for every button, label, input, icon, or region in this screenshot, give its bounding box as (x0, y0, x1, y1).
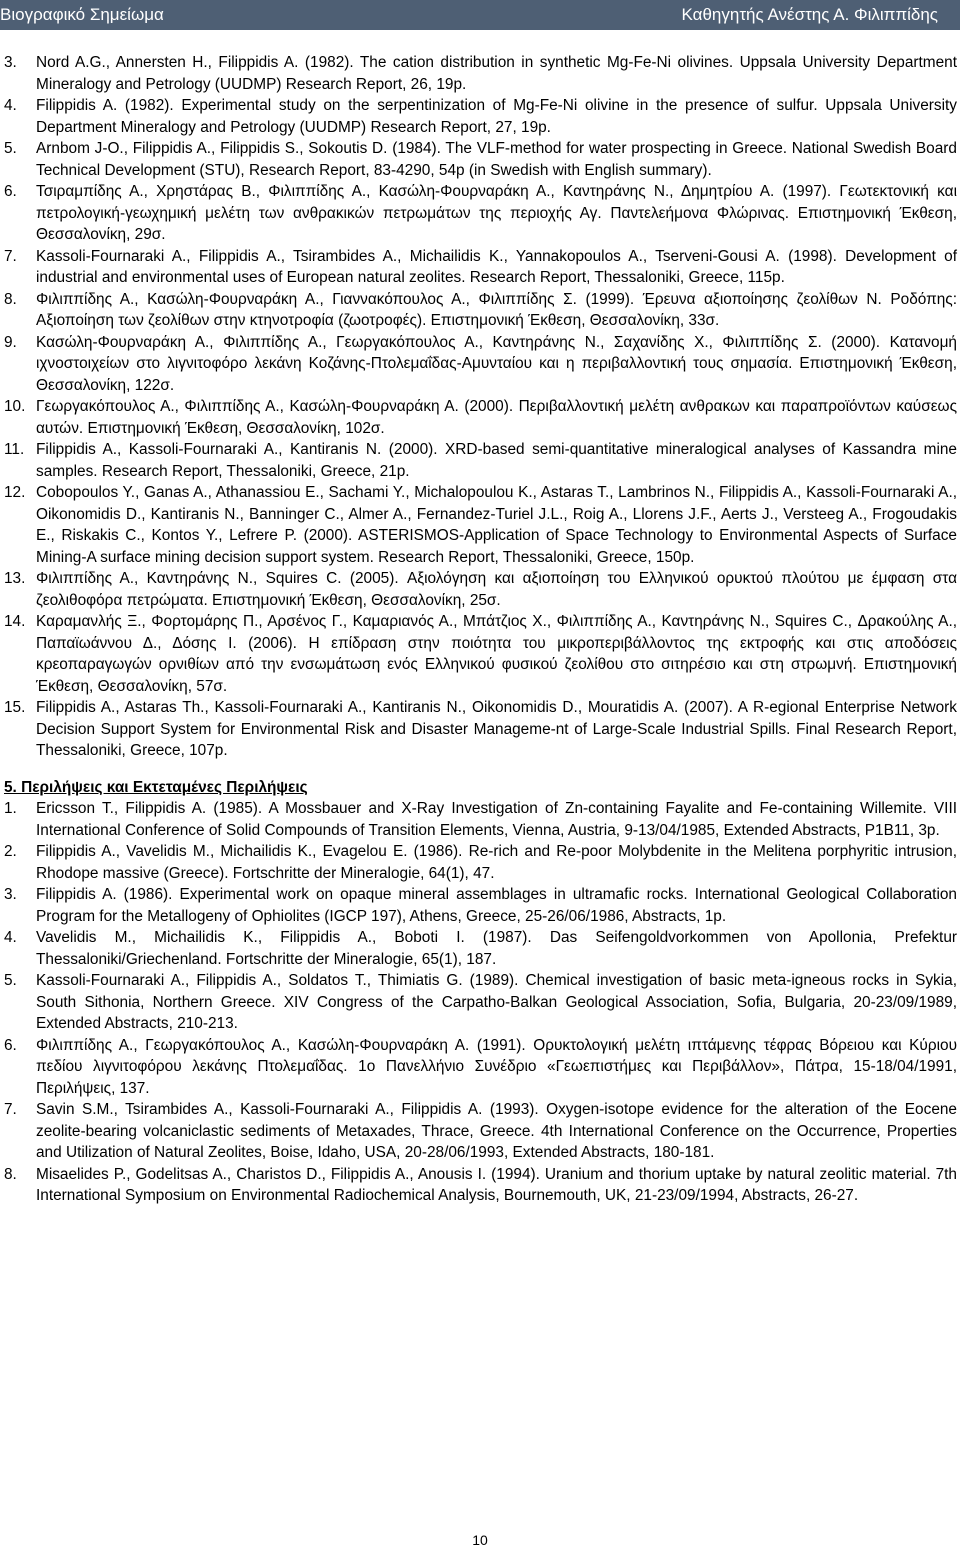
reference-entry (0, 568, 960, 611)
reference-text: Filippidis A. (1986). Experimental work on opaque mineral assemblages in ultramafic rocks. International Geological Collaboration Program for the Metallogeny of Ophiolites (IGCP 197), Athens, Greece, 25-26/06/1986, Abstracts, 1p. (36, 886, 957, 925)
reference-text: Τσιραμπίδης Α., Χρηστάρας Β., Φιλιππίδης Α., Κασώλη-Φουρναράκη Α., Καντηράνης Ν., Δημητρίου Α. (1997). Γεωτεκτονική και πετρολογική-γεωχημική μελέτη των ανθρακικών πετρωμάτων της περιοχής Αγ. Παντελεήμονα Φλώρινας. Επιστημονική Έκθεση, Θεσσαλονίκη, 29σ. (36, 183, 957, 243)
reference-text: Misaelides P., Godelitsas A., Charistos D., Filippidis A., Anousis I. (1994). Uranium and thorium uptake by natural zeolitic material. 7th International Symposium on Environmental Radiochemical Analysis, Bournemouth, UK, 21-23/09/1994, Abstracts, 26-27. (36, 1165, 957, 1204)
page-number: 10 (472, 1532, 488, 1548)
reference-entry (0, 52, 960, 95)
reference-entry (0, 138, 960, 181)
reference-number: 3. (4, 886, 17, 903)
reference-number: 9. (4, 333, 17, 351)
reference-entry (0, 332, 960, 397)
reference-text: Filippidis A., Astaras Th., Kassoli-Fournaraki A., Kantiranis N., Oikonomidis D., Mouratidis A. (2007). A R-egional Enterprise Network Decision Support System for Environmental Risk and Disaster Manageme-nt of Large-Scale Industrial Spills. Final Research Report, Thessaloniki, Greece, 107p. (36, 699, 957, 759)
reference-entry (0, 1164, 960, 1207)
header-left-title: Βιογραφικό Σημείωμα (0, 5, 164, 24)
reference-text: Cobopoulos Y., Ganas A., Athanassiou E., Sachami Y., Michalopoulou K., Astaras T., Lambrinos N., Filippidis A., Kassoli-Fournaraki A., Oikonomidis D., Kantiranis N., Banninger C., Almer A., Fernandez-Turiel J.L., Roig A., Llorens J.F., Aerts J., Versteeg A., Frogoudakis E., Riskakis C., Kontos Y., Lefrere P. (2000). ASTERISMOS-Application of Space Technology to Environmental Aspects of Surface Mining-A surface mining decision support system. Research Report, Thessaloniki, Greece, 150p. (36, 484, 957, 566)
reference-number: 8. (4, 1165, 17, 1183)
reference-text: Kassoli-Fournaraki A., Filippidis A., Soldatos T., Thimiatis G. (1989). Chemical investigation of basic meta-igneous rocks in Sykia, South Sithonia, Northern Greece. XIV Congress of the Carpatho-Balkan Geological Association, Sofia, Bulgaria, 20-23/09/1989, Extended Abstracts, 210-213. (36, 972, 957, 1032)
reference-text: Savin S.M., Tsirambides A., Kassoli-Fournaraki A., Filippidis A. (1993). Oxygen-isotope evidence for the alteration of the Eocene zeolite-bearing volcaniclastic sediments of Metaxades, Thrace, Greece. 4th International Conference on the Occurrence, Properties and Utilization of Natural Zeolites, Boise, Idaho, USA, 20-28/06/1993, Extended Abstracts, 180-181. (36, 1101, 957, 1161)
reference-entry (0, 611, 960, 697)
reference-text: Filippidis A., Kassoli-Fournaraki A., Kantiranis N. (2000). XRD-based semi-quantitative mineralogical analyses of Kassandra mine samples. Research Report, Thessaloniki, Greece, 21p. (36, 441, 957, 480)
reference-entry (0, 841, 960, 884)
reference-number: 7. (4, 1101, 17, 1118)
reference-entry (0, 246, 960, 289)
reference-entry (0, 289, 960, 332)
reference-entry (0, 1099, 960, 1164)
reference-entry (0, 439, 960, 482)
reference-text: Κασώλη-Φουρναράκη Α., Φιλιππίδης Α., Γεωργακόπουλος Α., Καντηράνης Ν., Σαχανίδης Χ., Φιλιππίδης Σ. (2000). Κατανομή ιχνοστοιχείων στο λιγνιτοφόρο λεκάνη Κοζάνης-Πτολεμαΐδας-Αμυνταίου και η περιβαλλοντική τους σημασία. Επιστημονική Έκθεση, Θεσσαλονίκη, 122σ. (36, 333, 957, 394)
reference-text: Φιλιππίδης Α., Κασώλη-Φουρναράκη Α., Γιαννακόπουλος Α., Φιλιππίδης Σ. (1999). Έρευνα αξιοποίησης ζεολίθων Ν. Ροδόπης: Αξιοποίηση των ζεολίθων στην κτηνοτροφία (ζωοτροφές). Επιστημονική Έκθεση, Θεσσαλονίκη, 33σ. (36, 290, 957, 329)
page-content (0, 52, 960, 1207)
reference-number: 4. (4, 929, 17, 946)
reference-entry (0, 884, 960, 927)
reference-text: Γεωργακόπουλος Α., Φιλιππίδης Α., Κασώλη-Φουρναράκη Α. (2000). Περιβαλλοντική μελέτη ανθρακων και παραπροϊόντων καύσεως αυτών. Επιστημονική Έκθεση, Θεσσαλονίκη, 102σ. (36, 398, 957, 437)
reference-list-abstracts (0, 798, 960, 1207)
reference-number: 3. (4, 54, 17, 71)
reference-number: 11. (4, 441, 25, 458)
reference-text: Filippidis A., Vavelidis M., Michailidis K., Evagelou E. (1986). Re-rich and Re-poor Molybdenite in the Melitena porphyritic intrusion, Rhodope massive (Greece). Fortschritte der Mineralogie, 64(1), 47. (36, 843, 957, 882)
reference-entry (0, 927, 960, 970)
reference-entry (0, 482, 960, 568)
reference-text: Φιλιππίδης Α., Καντηράνης Ν., Squires C. (2005). Αξιολόγηση και αξιοποίηση του Ελληνικού ορυκτού πλούτου με έμφαση στα ζεολιθοφόρα πετρώματα. Επιστημονική Έκθεση, Θεσσαλονίκη, 25σ. (36, 570, 957, 609)
reference-number: 12. (4, 484, 26, 501)
reference-number: 8. (4, 290, 17, 308)
reference-text: Ericsson T., Filippidis A. (1985). A Mossbauer and X-Ray Investigation of Zn-containing Fayalite and Fe-containing Willemite. VIII International Conference of Solid Compounds of Transition Elements, Vienna, Austria, 9-13/04/1985, Extended Abstracts, P1B11, 3p. (36, 800, 957, 839)
reference-text: Arnbom J-O., Filippidis A., Filippidis S., Sokoutis D. (1984). The VLF-method for water prospecting in Greece. National Swedish Board Technical Development (STU), Research Report, 83-4290, 54p (in Swedish with English summary). (36, 140, 957, 179)
header-right-title: Καθηγητής Ανέστης Α. Φιλιππίδης (681, 5, 938, 24)
reference-number: 13. (4, 570, 26, 587)
reference-number: 10. (4, 398, 26, 415)
reference-entry (0, 970, 960, 1035)
reference-entry (0, 697, 960, 762)
reference-entry (0, 396, 960, 439)
reference-number: 6. (4, 183, 17, 200)
reference-number: 1. (4, 800, 17, 817)
reference-text: Kassoli-Fournaraki A., Filippidis A., Tsirambides A., Michailidis K., Yannakopoulos A., Tserveni-Gousi A. (1998). Development of industrial and environmental uses of European natural zeolites. Research Report, Thessaloniki, Greece, 115p. (36, 247, 957, 286)
reference-text: Nord A.G., Annersten H., Filippidis A. (1982). The cation distribution in synthetic Mg-Fe-Ni olivines. Uppsala University Department Mineralogy and Petrology (UUDMP) Research Report, 26, 19p. (36, 54, 957, 93)
reference-number: 5. (4, 140, 17, 157)
reference-number: 5. (4, 972, 17, 989)
reference-text: Filippidis A. (1982). Experimental study on the serpentinization of Mg-Fe-Ni olivine in the presence of sulfur. Uppsala University Department Mineralogy and Petrology (UUDMP) Research Report, 27, 19p. (36, 97, 957, 136)
reference-number: 2. (4, 843, 17, 860)
section-title: 5. Περιλήψεις και Εκτεταμένες Περιλήψεις (4, 778, 308, 796)
reference-number: 6. (4, 1036, 17, 1054)
reference-text: Φιλιππίδης Α., Γεωργακόπουλος Α., Κασώλη-Φουρναράκη Α. (1991). Ορυκτολογική μελέτη ιπτάμενης τέφρας Βόρειου και Κύριου πεδίου λιγνιτοφόρου λεκάνης Πτολεμαΐδας. 1ο Πανελλήνιο Συνέδριο «Γεωεπιστήμες και Περιβάλλον», Πάτρα, 15-18/04/1991, Περιλήψεις, 137. (36, 1036, 957, 1097)
reference-number: 7. (4, 247, 17, 265)
reference-entry (0, 798, 960, 841)
reference-text: Vavelidis M., Michailidis K., Filippidis A., Boboti I. (1987). Das Seifengoldvorkommen von Apollonia, Prefektur Thessaloniki/Griechenland. Fortschritte der Mineralogie, 65(1), 187. (36, 929, 957, 968)
reference-number: 14. (4, 613, 26, 630)
reference-entry (0, 1035, 960, 1100)
reference-number: 4. (4, 97, 17, 114)
page-header (0, 0, 960, 30)
reference-list-reports (0, 52, 960, 762)
reference-entry (0, 181, 960, 246)
reference-entry (0, 95, 960, 138)
reference-number: 15. (4, 699, 26, 716)
reference-text: Καραμανλής Ξ., Φορτομάρης Π., Αρσένος Γ., Καμαριανός Α., Μπάτζιος Χ., Φιλιππίδης Α., Καντηράνης Ν., Squires C., Δρακούλης Α., Παπαϊωάννου Δ., Δόσης Ι. (2006). Η επίδραση στην ποιότητα του μικροπεριβάλλοντος της εκτροφής και στις αποδόσεις κρεοπαραγωγών ορνιθίων από την ενσωμάτωση ενός Ελληνικού φυσικού ζεολίθου στο σιτηρέσιο και στη στρωμνή. Επιστημονική Έκθεση, Θεσσαλονίκη, 57σ. (36, 613, 957, 695)
